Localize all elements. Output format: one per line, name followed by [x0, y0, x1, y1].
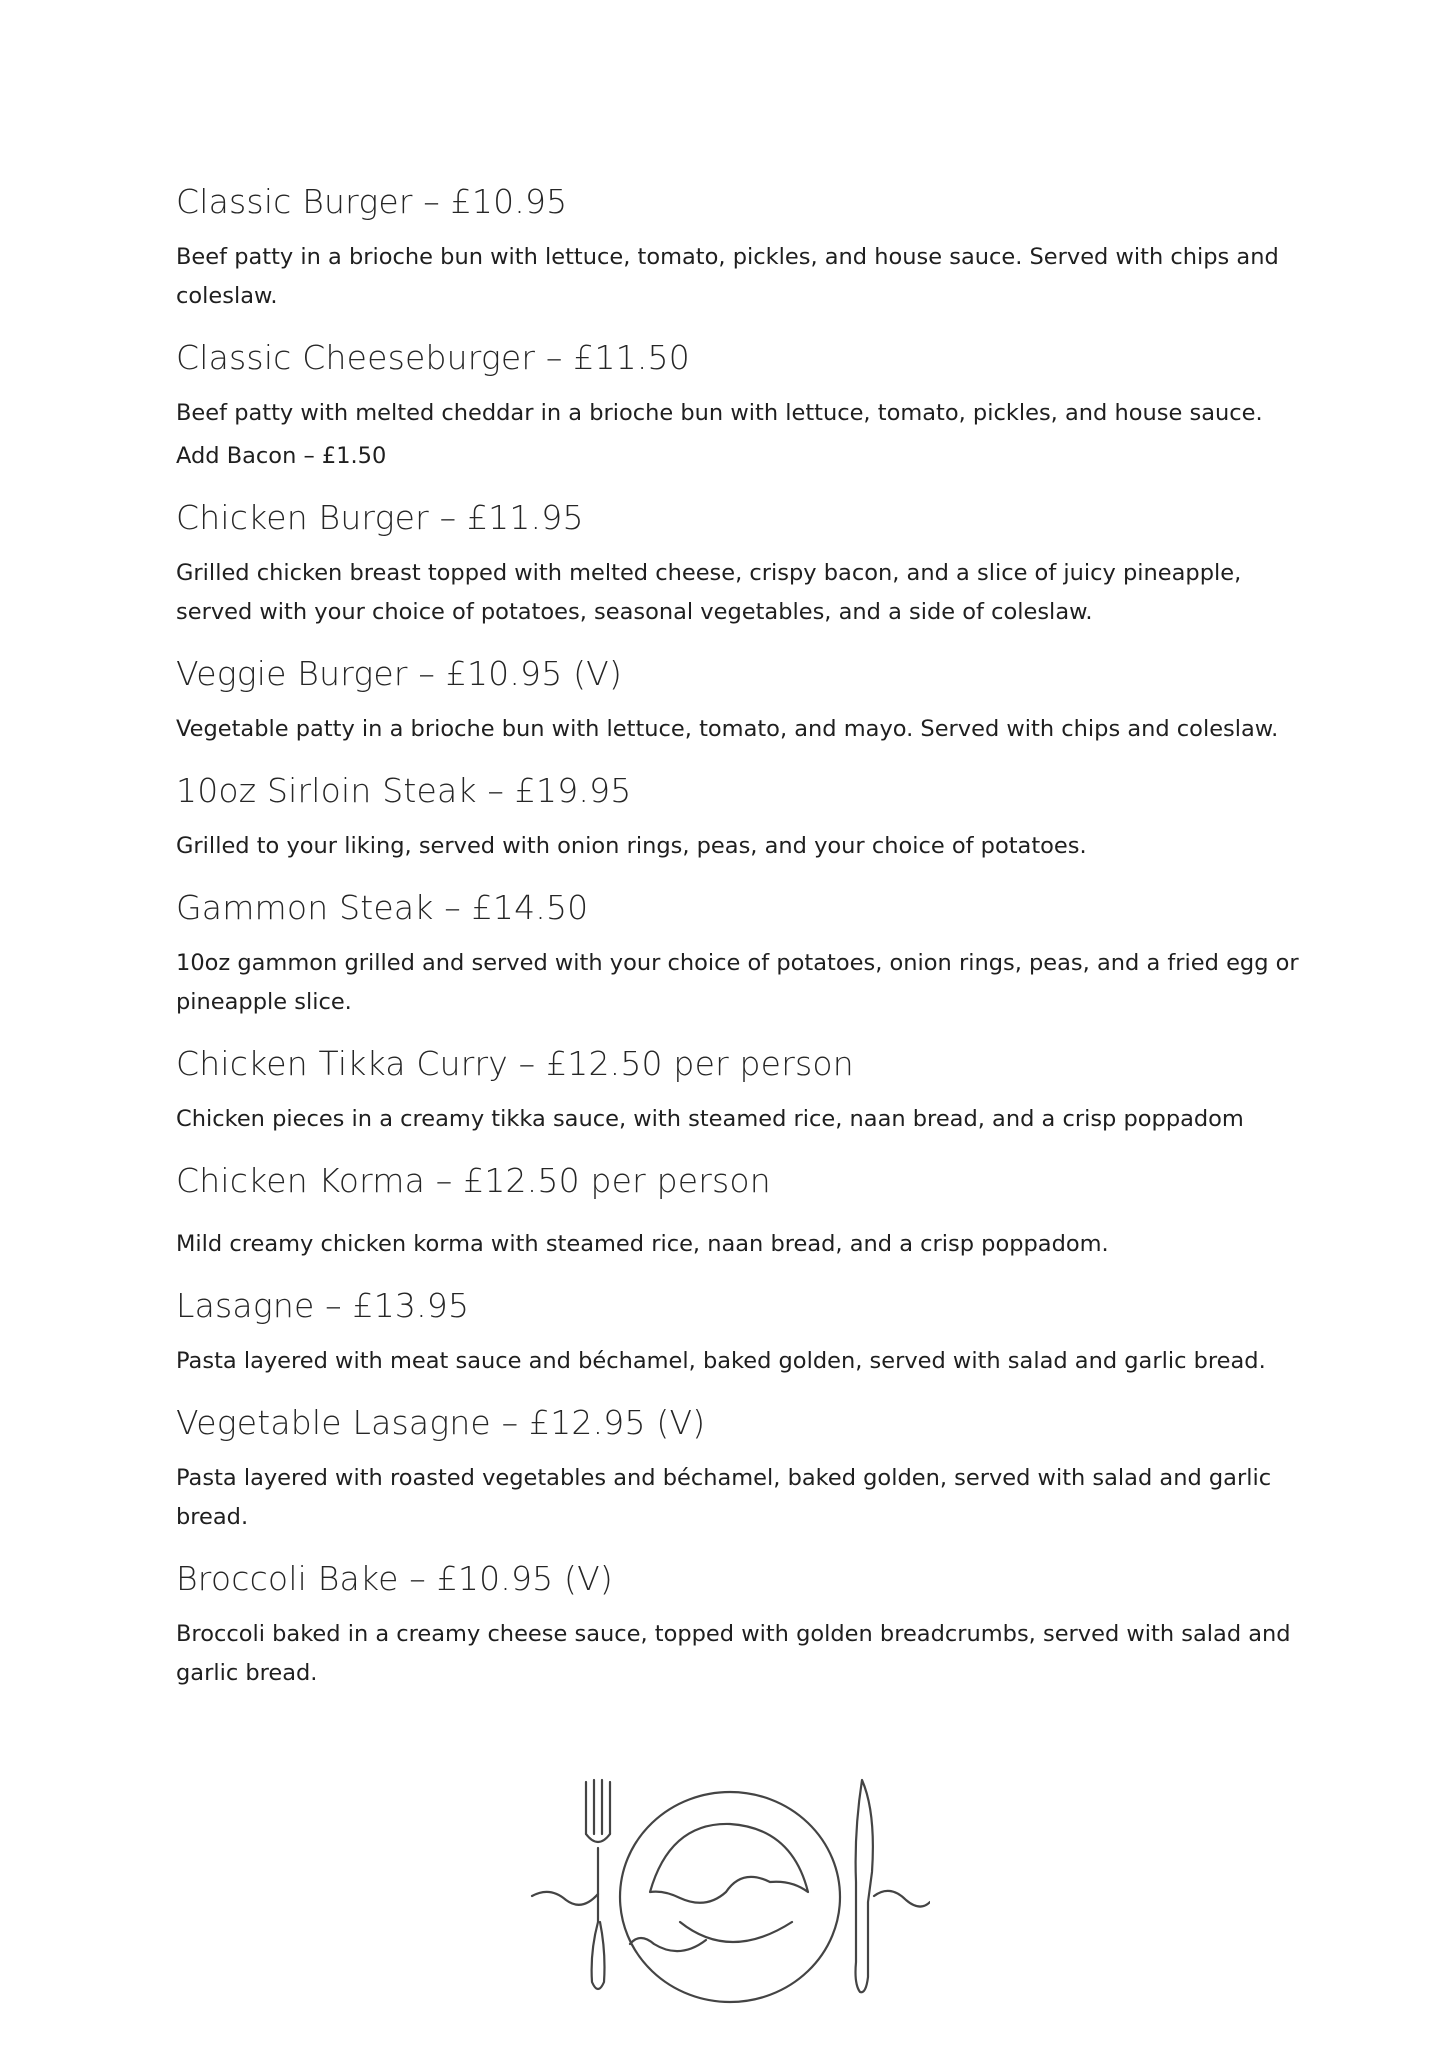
menu-item-addon: Add Bacon – £1.50 — [176, 443, 387, 469]
menu-item-chicken-burger — [176, 494, 1306, 632]
menu-item-description: Chicken pieces in a creamy tikka sauce, with steamed rice, naan bread, and a crisp poppadom — [176, 1106, 1244, 1132]
menu-item-classic-cheeseburger — [176, 334, 1306, 476]
menu-item-sirloin-steak — [176, 767, 1306, 866]
menu-item-description: Pasta layered with meat sauce and béchamel, baked golden, served with salad and garlic bread. — [176, 1348, 1266, 1374]
menu-item-description: Grilled to your liking, served with onion rings, peas, and your choice of potatoes. — [176, 833, 1087, 859]
menu-list — [176, 178, 1306, 1693]
menu-item-chicken-korma — [176, 1157, 1306, 1264]
menu-item-description: Beef patty in a brioche bun with lettuce, tomato, pickles, and house sauce. Served with chips and coleslaw. — [176, 244, 1279, 309]
menu-item-description: Vegetable patty in a brioche bun with lettuce, tomato, and mayo. Served with chips and coleslaw. — [176, 716, 1279, 742]
menu-item-lasagne — [176, 1282, 1306, 1381]
menu-item-broccoli-bake — [176, 1555, 1306, 1693]
menu-item-title: Chicken Tikka Curry – £12.50 per person — [176, 1044, 854, 1083]
menu-item-description: Broccoli baked in a creamy cheese sauce, topped with golden breadcrumbs, served with salad and garlic bread. — [176, 1621, 1291, 1686]
plate-fork-knife-icon — [530, 1772, 930, 2012]
menu-item-description: 10oz gammon grilled and served with your choice of potatoes, onion rings, peas, and a fried egg or pineapple slice. — [176, 950, 1299, 1015]
menu-item-classic-burger — [176, 178, 1306, 316]
menu-item-title: Chicken Burger – £11.95 — [176, 498, 584, 537]
menu-item-title: Broccoli Bake – £10.95 (V) — [176, 1559, 613, 1598]
menu-item-title: Lasagne – £13.95 — [176, 1286, 470, 1325]
menu-item-gammon-steak — [176, 884, 1306, 1022]
menu-item-description: Beef patty with melted cheddar in a brioche bun with lettuce, tomato, pickles, and house sauce. — [176, 400, 1263, 426]
menu-item-title: Chicken Korma – £12.50 per person — [176, 1161, 771, 1200]
menu-item-description: Mild creamy chicken korma with steamed rice, naan bread, and a crisp poppadom. — [176, 1231, 1109, 1257]
menu-item-title: Vegetable Lasagne – £12.95 (V) — [176, 1403, 706, 1442]
menu-item-vegetable-lasagne — [176, 1399, 1306, 1537]
menu-item-title: Gammon Steak – £14.50 — [176, 888, 589, 927]
menu-item-chicken-tikka-curry — [176, 1040, 1306, 1139]
menu-item-title: Classic Burger – £10.95 — [176, 182, 568, 221]
menu-item-veggie-burger — [176, 650, 1306, 749]
menu-item-description: Grilled chicken breast topped with melted cheese, crispy bacon, and a slice of juicy pineapple, served with your choice of potatoes, seasonal vegetables, and a side of coleslaw. — [176, 560, 1242, 625]
menu-item-title: 10oz Sirloin Steak – £19.95 — [176, 771, 632, 810]
menu-item-title: Veggie Burger – £10.95 (V) — [176, 654, 623, 693]
menu-item-title: Classic Cheeseburger – £11.50 — [176, 338, 690, 377]
menu-item-description: Pasta layered with roasted vegetables and béchamel, baked golden, served with salad and garlic bread. — [176, 1465, 1272, 1530]
